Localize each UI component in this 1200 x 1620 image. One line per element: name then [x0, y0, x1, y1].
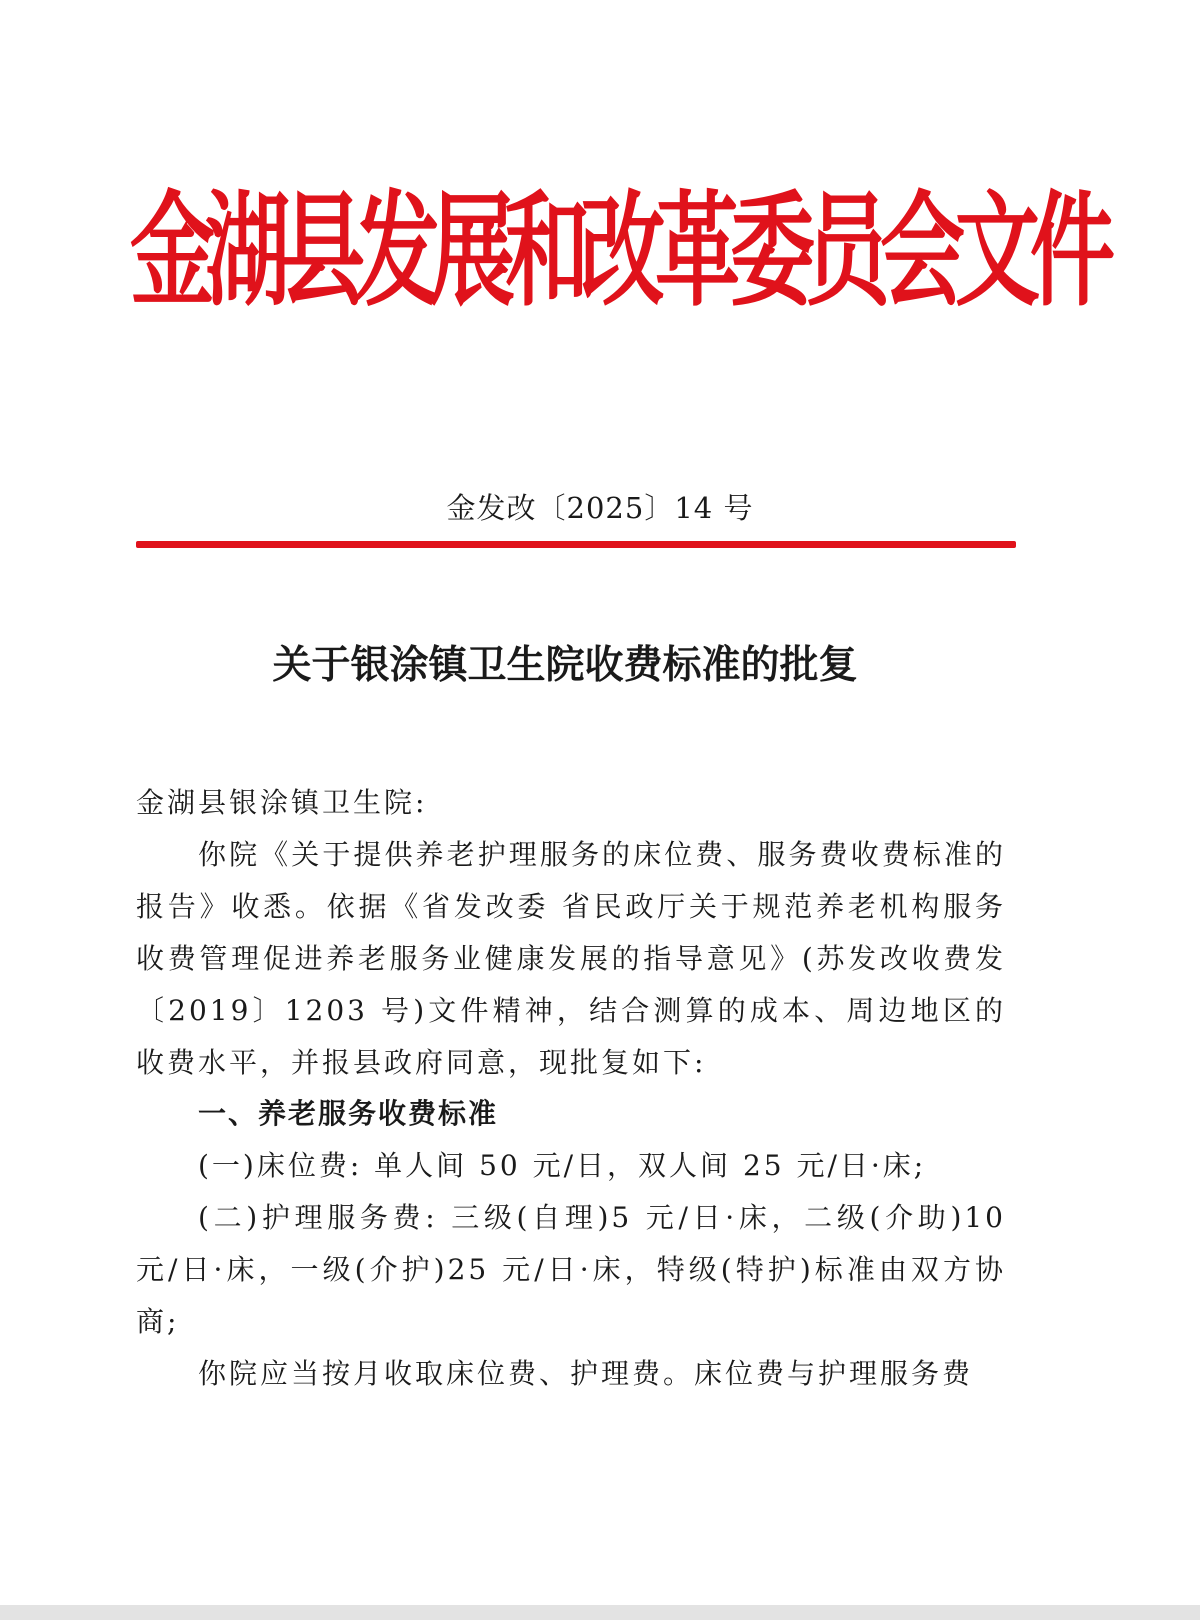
- item-bed-fee: (一)床位费: 单人间 50 元/日，双人间 25 元/日·床;: [198, 1149, 927, 1182]
- paragraph-1: 你院《关于提供养老护理服务的床位费、服务费收费标准的报告》收悉。依据《省发改委 省民政厅关于规范养老机构服务收费管理促进养老服务业健康发展的指导意见》(苏发改收费发〔2019〕1203 号)文件精神，结合测算的成本、周边地区的收费水平，并报县政府同意，现批复如下:: [136, 838, 1006, 1079]
- item-nursing-fee: (二)护理服务费: 三级(自理)5 元/日·床，二级(介助)10 元/日·床，一级(介护)25 元/日·床，特级(特护)标准由双方协商;: [136, 1201, 1006, 1338]
- paragraph-2: 你院应当按月收取床位费、护理费。床位费与护理服务费: [198, 1357, 974, 1390]
- document-title: 关于银涂镇卫生院收费标准的批复: [272, 643, 858, 688]
- document-number: 金发改〔2025〕14 号: [446, 491, 754, 525]
- section-heading-1: 一、养老服务收费标准: [198, 1097, 499, 1130]
- masthead-title: 金湖县发展和改革委员会文件: [130, 180, 1106, 325]
- salutation: 金湖县银涂镇卫生院:: [136, 786, 428, 819]
- bottom-edge-strip: [0, 1605, 1200, 1620]
- red-divider-line: [136, 541, 1016, 548]
